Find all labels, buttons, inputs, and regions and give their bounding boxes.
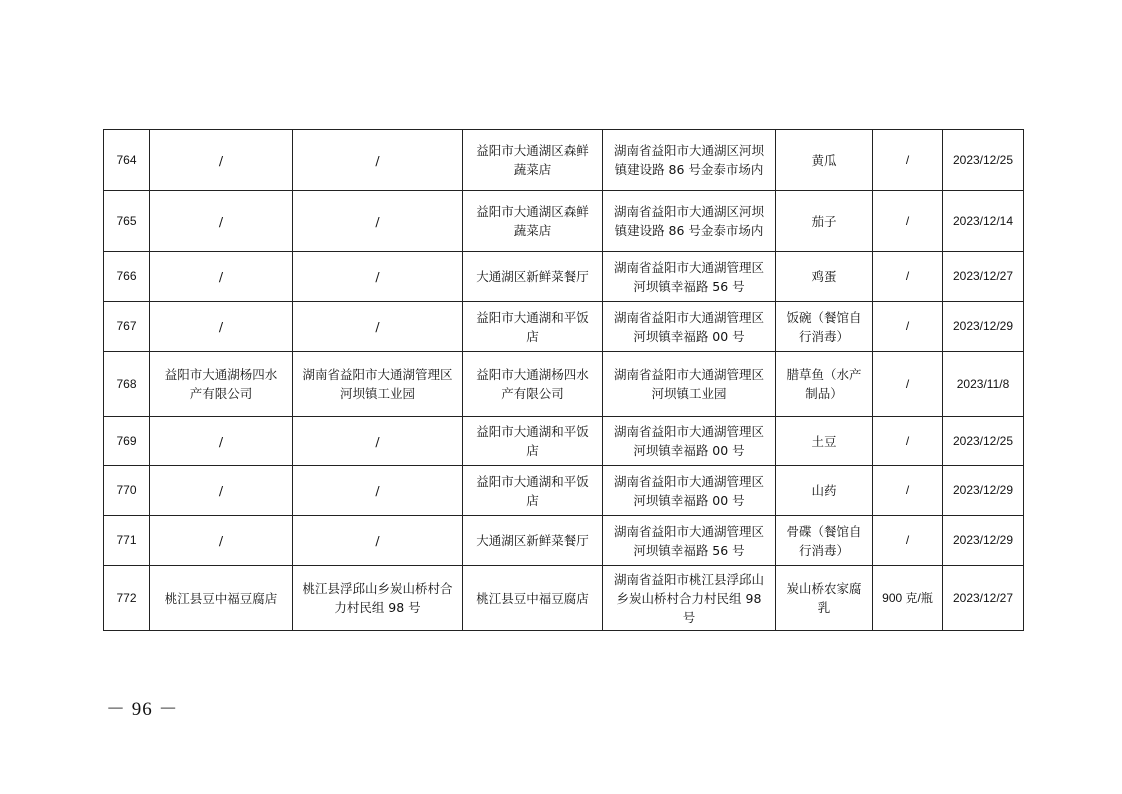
specification: / [873, 252, 943, 302]
production-date: 2023/12/25 [943, 130, 1024, 191]
production-date: 2023/12/29 [943, 516, 1024, 566]
sampled-address: 湖南省益阳市大通湖管理区河坝镇幸福路 00 号 [603, 466, 776, 516]
sampled-unit: 益阳市大通湖杨四水产有限公司 [463, 352, 603, 417]
food-name: 饭碗（餐馆自行消毒） [776, 302, 873, 352]
producer-name: / [150, 417, 293, 466]
page-number: － 96 － [106, 699, 179, 720]
row-number: 765 [104, 191, 150, 252]
row-number: 768 [104, 352, 150, 417]
food-name: 黄瓜 [776, 130, 873, 191]
production-date: 2023/12/27 [943, 566, 1024, 631]
specification: / [873, 352, 943, 417]
row-number: 769 [104, 417, 150, 466]
sampled-address: 湖南省益阳市大通湖管理区河坝镇幸福路 00 号 [603, 417, 776, 466]
production-date: 2023/12/25 [943, 417, 1024, 466]
specification: / [873, 417, 943, 466]
food-name: 茄子 [776, 191, 873, 252]
table-row [104, 566, 1024, 631]
sampled-unit: 益阳市大通湖和平饭店 [463, 417, 603, 466]
specification: / [873, 191, 943, 252]
table-row [104, 252, 1024, 302]
inspection-table [103, 129, 1024, 631]
table-row [104, 191, 1024, 252]
specification: / [873, 130, 943, 191]
row-number: 767 [104, 302, 150, 352]
production-date: 2023/12/14 [943, 191, 1024, 252]
food-name: 山药 [776, 466, 873, 516]
food-name: 土豆 [776, 417, 873, 466]
table-row [104, 417, 1024, 466]
sampled-unit: 大通湖区新鲜菜餐厅 [463, 252, 603, 302]
sampled-address: 湖南省益阳市大通湖管理区河坝镇工业园 [603, 352, 776, 417]
food-name: 炭山桥农家腐乳 [776, 566, 873, 631]
producer-address: 湖南省益阳市大通湖管理区河坝镇工业园 [293, 352, 463, 417]
producer-address: / [293, 252, 463, 302]
food-name: 骨碟（餐馆自行消毒） [776, 516, 873, 566]
producer-address: 桃江县浮邱山乡炭山桥村合力村民组 98 号 [293, 566, 463, 631]
sampled-address: 湖南省益阳市大通湖管理区河坝镇幸福路 00 号 [603, 302, 776, 352]
production-date: 2023/12/29 [943, 302, 1024, 352]
specification: 900 克/瓶 [873, 566, 943, 631]
row-number: 772 [104, 566, 150, 631]
row-number: 770 [104, 466, 150, 516]
sampled-unit: 大通湖区新鲜菜餐厅 [463, 516, 603, 566]
food-name: 鸡蛋 [776, 252, 873, 302]
sampled-unit: 桃江县豆中福豆腐店 [463, 566, 603, 631]
specification: / [873, 302, 943, 352]
production-date: 2023/12/27 [943, 252, 1024, 302]
food-name: 腊草鱼（水产制品） [776, 352, 873, 417]
table-row [104, 516, 1024, 566]
producer-address: / [293, 417, 463, 466]
row-number: 766 [104, 252, 150, 302]
table-row [104, 352, 1024, 417]
sampled-address: 湖南省益阳市大通湖区河坝镇建设路 86 号金泰市场内 [603, 130, 776, 191]
specification: / [873, 516, 943, 566]
production-date: 2023/12/29 [943, 466, 1024, 516]
sampled-unit: 益阳市大通湖区森鲜蔬菜店 [463, 130, 603, 191]
sampled-address: 湖南省益阳市桃江县浮邱山乡炭山桥村合力村民组 98 号 [603, 566, 776, 631]
producer-name: / [150, 130, 293, 191]
producer-address: / [293, 130, 463, 191]
sampled-address: 湖南省益阳市大通湖管理区河坝镇幸福路 56 号 [603, 252, 776, 302]
producer-name: / [150, 191, 293, 252]
row-number: 764 [104, 130, 150, 191]
sampled-unit: 益阳市大通湖和平饭店 [463, 302, 603, 352]
producer-name: / [150, 252, 293, 302]
sampled-unit: 益阳市大通湖和平饭店 [463, 466, 603, 516]
table-row [104, 466, 1024, 516]
producer-name: / [150, 466, 293, 516]
sampled-unit: 益阳市大通湖区森鲜蔬菜店 [463, 191, 603, 252]
producer-address: / [293, 302, 463, 352]
producer-name: / [150, 302, 293, 352]
producer-address: / [293, 516, 463, 566]
producer-name: 桃江县豆中福豆腐店 [150, 566, 293, 631]
producer-name: 益阳市大通湖杨四水产有限公司 [150, 352, 293, 417]
sampled-address: 湖南省益阳市大通湖区河坝镇建设路 86 号金泰市场内 [603, 191, 776, 252]
sampled-address: 湖南省益阳市大通湖管理区河坝镇幸福路 56 号 [603, 516, 776, 566]
producer-address: / [293, 466, 463, 516]
production-date: 2023/11/8 [943, 352, 1024, 417]
producer-name: / [150, 516, 293, 566]
specification: / [873, 466, 943, 516]
producer-address: / [293, 191, 463, 252]
row-number: 771 [104, 516, 150, 566]
table-row [104, 302, 1024, 352]
table-row [104, 130, 1024, 191]
